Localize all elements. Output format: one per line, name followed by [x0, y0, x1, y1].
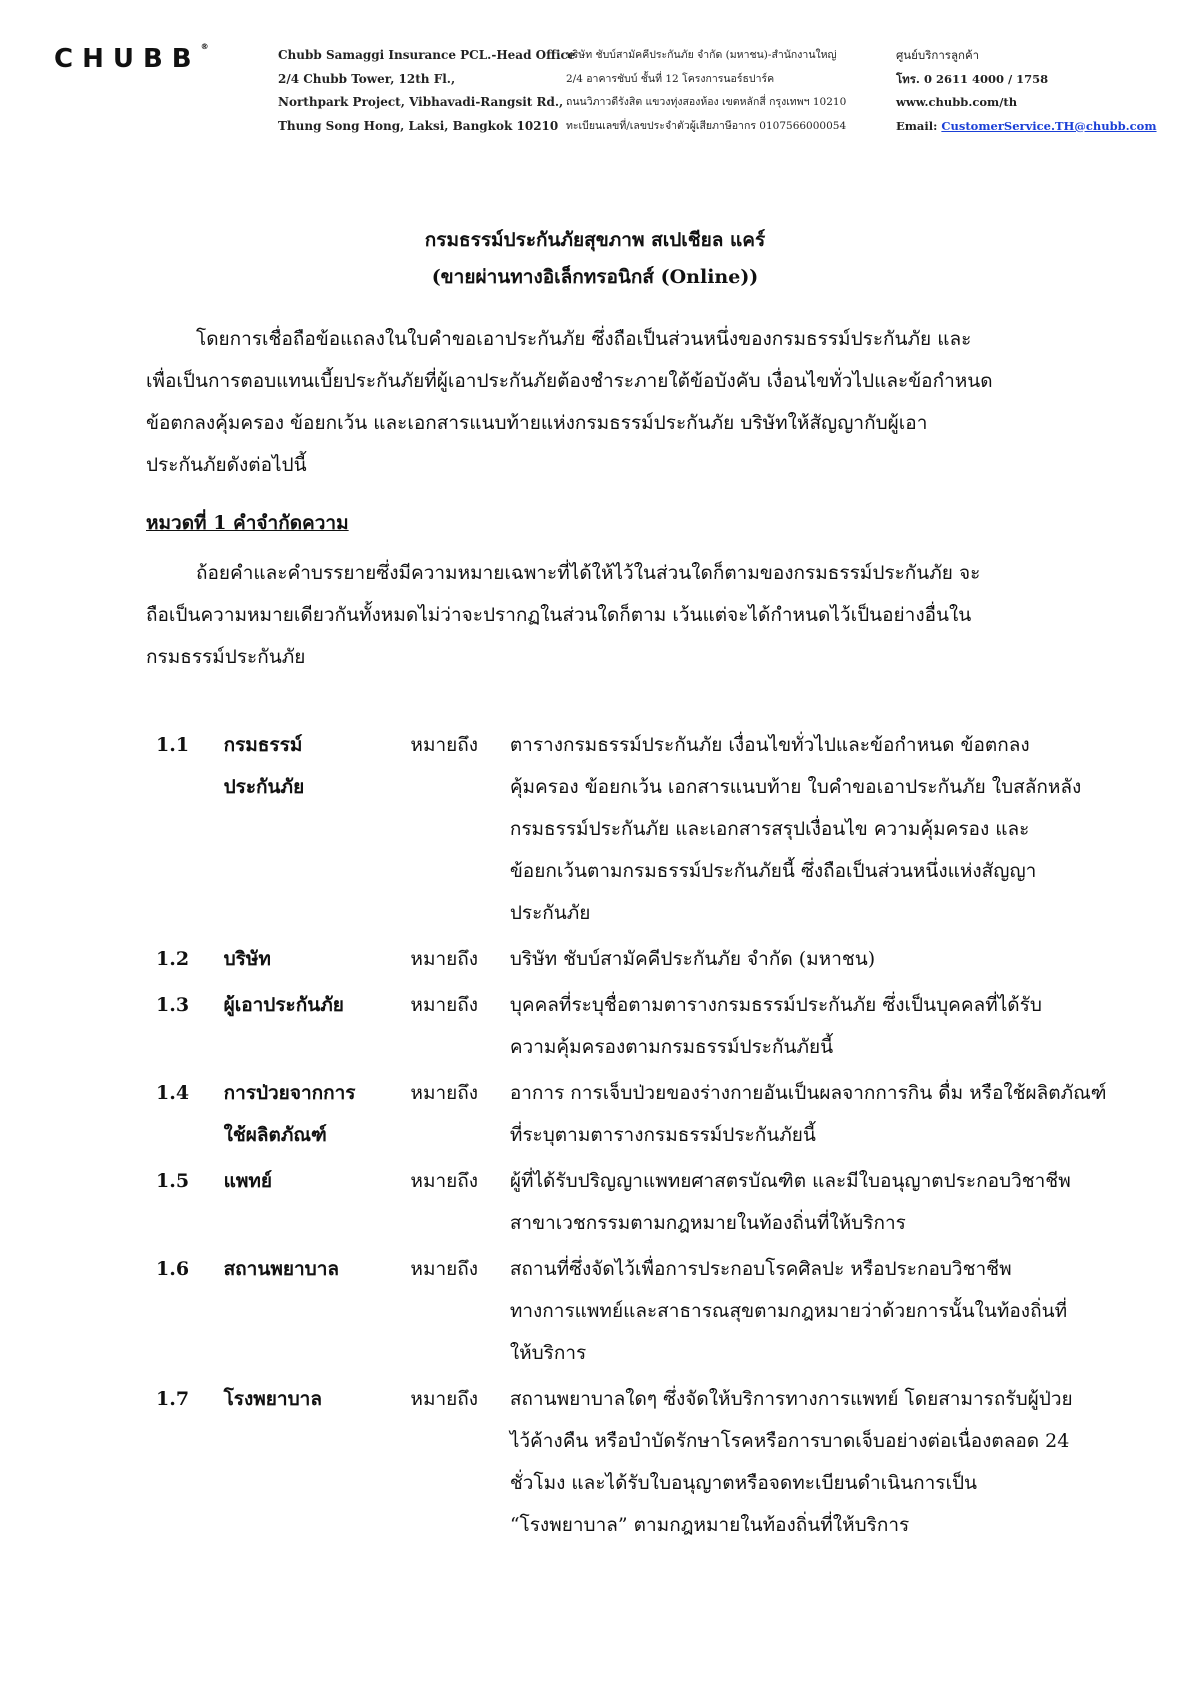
text-line: อาการ การเจ็บป่วยของร่างกายอันเป็นผลจากการกิน ดื่ม หรือใช้ผลิตภัณฑ์ — [509, 1082, 1107, 1104]
customer-service-website[interactable]: www.chubb.com/th — [896, 95, 1018, 109]
definition-term — [224, 984, 411, 1026]
term-line: สถานพยาบาล — [223, 1258, 340, 1280]
chubb-logo — [54, 44, 209, 74]
term-line: การป่วยจากการ — [223, 1082, 356, 1104]
definition-text — [510, 1160, 1126, 1244]
definition-row — [146, 1378, 1126, 1546]
paragraph-line: ประกันภัยดังต่อไปนี้ — [146, 454, 307, 476]
text-line: กรมธรรม์ประกันภัย และเอกสารสรุปเงื่อนไข ความคุ้มครอง และ — [509, 818, 1030, 840]
definition-term — [224, 938, 411, 980]
definition-text — [510, 1072, 1126, 1156]
document-title: กรมธรรม์ประกันภัยสุขภาพ สเปเชียล แคร์ — [424, 229, 766, 251]
term-line: โรงพยาบาล — [223, 1388, 322, 1410]
paragraph-line: ถ้อยคำและคำบรรยายซึ่งมีความหมายเฉพาะที่ได้ให้ไว้ในส่วนใดก็ตามของกรมธรรม์ประกันภัย จะ — [196, 562, 981, 584]
definition-number: 1.5 — [156, 1170, 190, 1192]
text-line: ไว้ค้างคืน หรือบำบัดรักษาโรคหรือการบาดเจ็บอย่างต่อเนื่องตลอด 24 — [509, 1430, 1070, 1452]
definition-term — [224, 1248, 411, 1290]
text-line: ประกันภัย — [509, 902, 591, 924]
address-line: 2/4 Chubb Tower, 12th Fl., — [278, 71, 456, 86]
logo-mark: ® — [200, 42, 209, 51]
definition-number: 1.4 — [156, 1082, 190, 1104]
customer-service-email-row — [896, 115, 1157, 139]
definition-number: 1.1 — [156, 734, 190, 756]
definition-text — [510, 1378, 1126, 1546]
definition-number: 1.7 — [156, 1388, 190, 1410]
definition-means: หมายถึง — [410, 1082, 479, 1104]
definition-term — [224, 1378, 411, 1420]
term-line: บริษัท — [223, 948, 271, 970]
definition-row — [146, 938, 1126, 980]
text-line: บริษัท ชับบ์สามัคคีประกันภัย จำกัด (มหาชน) — [509, 948, 876, 970]
definition-number: 1.6 — [156, 1258, 190, 1280]
term-line: แพทย์ — [223, 1170, 273, 1192]
text-line: ชั่วโมง และได้รับใบอนุญาตหรือจดทะเบียนดำเนินการเป็น — [509, 1472, 978, 1494]
header-thai-address — [566, 44, 846, 138]
definition-number: 1.3 — [156, 994, 190, 1016]
definition-means: หมายถึง — [410, 1388, 479, 1410]
definition-number: 1.2 — [156, 948, 190, 970]
paragraph-line: ถือเป็นความหมายเดียวกันทั้งหมดไม่ว่าจะปรากฏในส่วนใดก็ตาม เว้นแต่จะได้กำหนดไว้เป็นอย่างอื่นใน — [146, 604, 972, 626]
text-line: ที่ระบุตามตารางกรมธรรม์ประกันภัยนี้ — [509, 1124, 816, 1146]
text-line: “โรงพยาบาล” ตามกฎหมายในท้องถิ่นที่ให้บริการ — [509, 1514, 910, 1536]
text-line: สถานพยาบาลใดๆ ซึ่งจัดให้บริการทางการแพทย์ โดยสามารถรับผู้ป่วย — [509, 1388, 1073, 1410]
definition-text — [510, 984, 1126, 1068]
term-line: ผู้เอาประกันภัย — [223, 994, 344, 1016]
definition-means: หมายถึง — [410, 948, 479, 970]
term-line: ใช้ผลิตภัณฑ์ — [223, 1124, 327, 1146]
definition-row — [146, 1160, 1126, 1244]
definition-row — [146, 724, 1126, 934]
definition-term — [224, 724, 411, 808]
text-line: ข้อยกเว้นตามกรมธรรม์ประกันภัยนี้ ซึ่งถือเป็นส่วนหนึ่งแห่งสัญญา — [509, 860, 1037, 882]
definition-means: หมายถึง — [410, 1170, 479, 1192]
text-line: ความคุ้มครองตามกรมธรรม์ประกันภัยนี้ — [509, 1036, 834, 1058]
definition-means: หมายถึง — [410, 994, 479, 1016]
definition-text — [510, 724, 1126, 934]
definition-means: หมายถึง — [410, 1258, 479, 1280]
header-customer-service — [896, 44, 1157, 138]
email-link[interactable]: CustomerService.TH@chubb.com — [941, 118, 1157, 133]
section-heading: หมวดที่ 1 คำจำกัดความ — [146, 512, 349, 534]
text-line: สถานที่ซึ่งจัดไว้เพื่อการประกอบโรคศิลปะ หรือประกอบวิชาชีพ — [509, 1258, 1012, 1280]
intro-paragraph — [146, 318, 1056, 486]
address-line: ทะเบียนเลขที่/เลขประจำตัวผู้เสียภาษีอากร 0107566000054 — [566, 119, 847, 132]
paragraph-line: เพื่อเป็นการตอบแทนเบี้ยประกันภัยที่ผู้เอาประกันภัยต้องชำระภายใต้ข้อบังคับ เงื่อนไขทั่วไปและข้อกำหนด — [146, 370, 993, 392]
customer-service-phone: โทร. 0 2611 4000 / 1758 — [896, 71, 1049, 86]
definition-means: หมายถึง — [410, 734, 479, 756]
logo-text: CHUBB — [54, 44, 201, 74]
term-line: กรมธรรม์ — [223, 734, 303, 756]
address-line: Chubb Samaggi Insurance PCL.-Head Office — [278, 48, 576, 62]
address-line: Thung Song Hong, Laksi, Bangkok 10210 — [278, 118, 559, 133]
address-line: บริษัท ชับบ์สามัคคีประกันภัย จำกัด (มหาชน)-สำนักงานใหญ่ — [566, 49, 837, 61]
address-line: 2/4 อาคารชับบ์ ชั้นที่ 12 โครงการนอร์ธปาร์ค — [566, 72, 775, 85]
text-line: คุ้มครอง ข้อยกเว้น เอกสารแนบท้าย ใบคำขอเอาประกันภัย ใบสลักหลัง — [509, 776, 1082, 798]
email-label: Email: — [896, 118, 942, 133]
definitions-list — [146, 724, 1126, 1550]
address-line: Northpark Project, Vibhavadi-Rangsit Rd., — [278, 95, 564, 109]
definition-row — [146, 1248, 1126, 1374]
definition-text — [510, 1248, 1126, 1374]
definition-term — [224, 1072, 411, 1156]
document-subtitle: (ขายผ่านทางอิเล็กทรอนิกส์ (Online)) — [431, 266, 759, 288]
text-line: บุคคลที่ระบุชื่อตามตารางกรมธรรม์ประกันภัย ซึ่งเป็นบุคคลที่ได้รับ — [509, 994, 1042, 1016]
text-line: ให้บริการ — [509, 1342, 587, 1364]
header-english-address — [278, 44, 575, 138]
text-line: ตารางกรมธรรม์ประกันภัย เงื่อนไขทั่วไปและข้อกำหนด ข้อตกลง — [509, 734, 1030, 756]
paragraph-line: กรมธรรม์ประกันภัย — [146, 646, 306, 668]
definition-term — [224, 1160, 411, 1202]
paragraph-line: โดยการเชื่อถือข้อแถลงในใบคำขอเอาประกันภัย ซึ่งถือเป็นส่วนหนึ่งของกรมธรรม์ประกันภัย และ — [196, 328, 972, 350]
section-intro-paragraph — [146, 552, 1056, 678]
text-line: สาขาเวชกรรมตามกฎหมายในท้องถิ่นที่ให้บริการ — [509, 1212, 906, 1234]
definition-text — [510, 938, 1126, 980]
definition-row — [146, 1072, 1126, 1156]
address-line: ถนนวิภาวดีรังสิต แขวงทุ่งสองห้อง เขตหลักสี่ กรุงเทพฯ 10210 — [566, 96, 847, 108]
definition-row — [146, 984, 1126, 1068]
text-line: ผู้ที่ได้รับปริญญาแพทยศาสตรบัณฑิต และมีใบอนุญาตประกอบวิชาชีพ — [509, 1170, 1071, 1192]
text-line: ทางการแพทย์และสาธารณสุขตามกฎหมายว่าด้วยการนั้นในท้องถิ่นที่ — [509, 1300, 1068, 1322]
paragraph-line: ข้อตกลงคุ้มครอง ข้อยกเว้น และเอกสารแนบท้ายแห่งกรมธรรม์ประกันภัย บริษัทให้สัญญากับผู้เอา — [146, 412, 928, 434]
term-line: ประกันภัย — [223, 776, 305, 798]
customer-service-title: ศูนย์บริการลูกค้า — [896, 48, 980, 62]
